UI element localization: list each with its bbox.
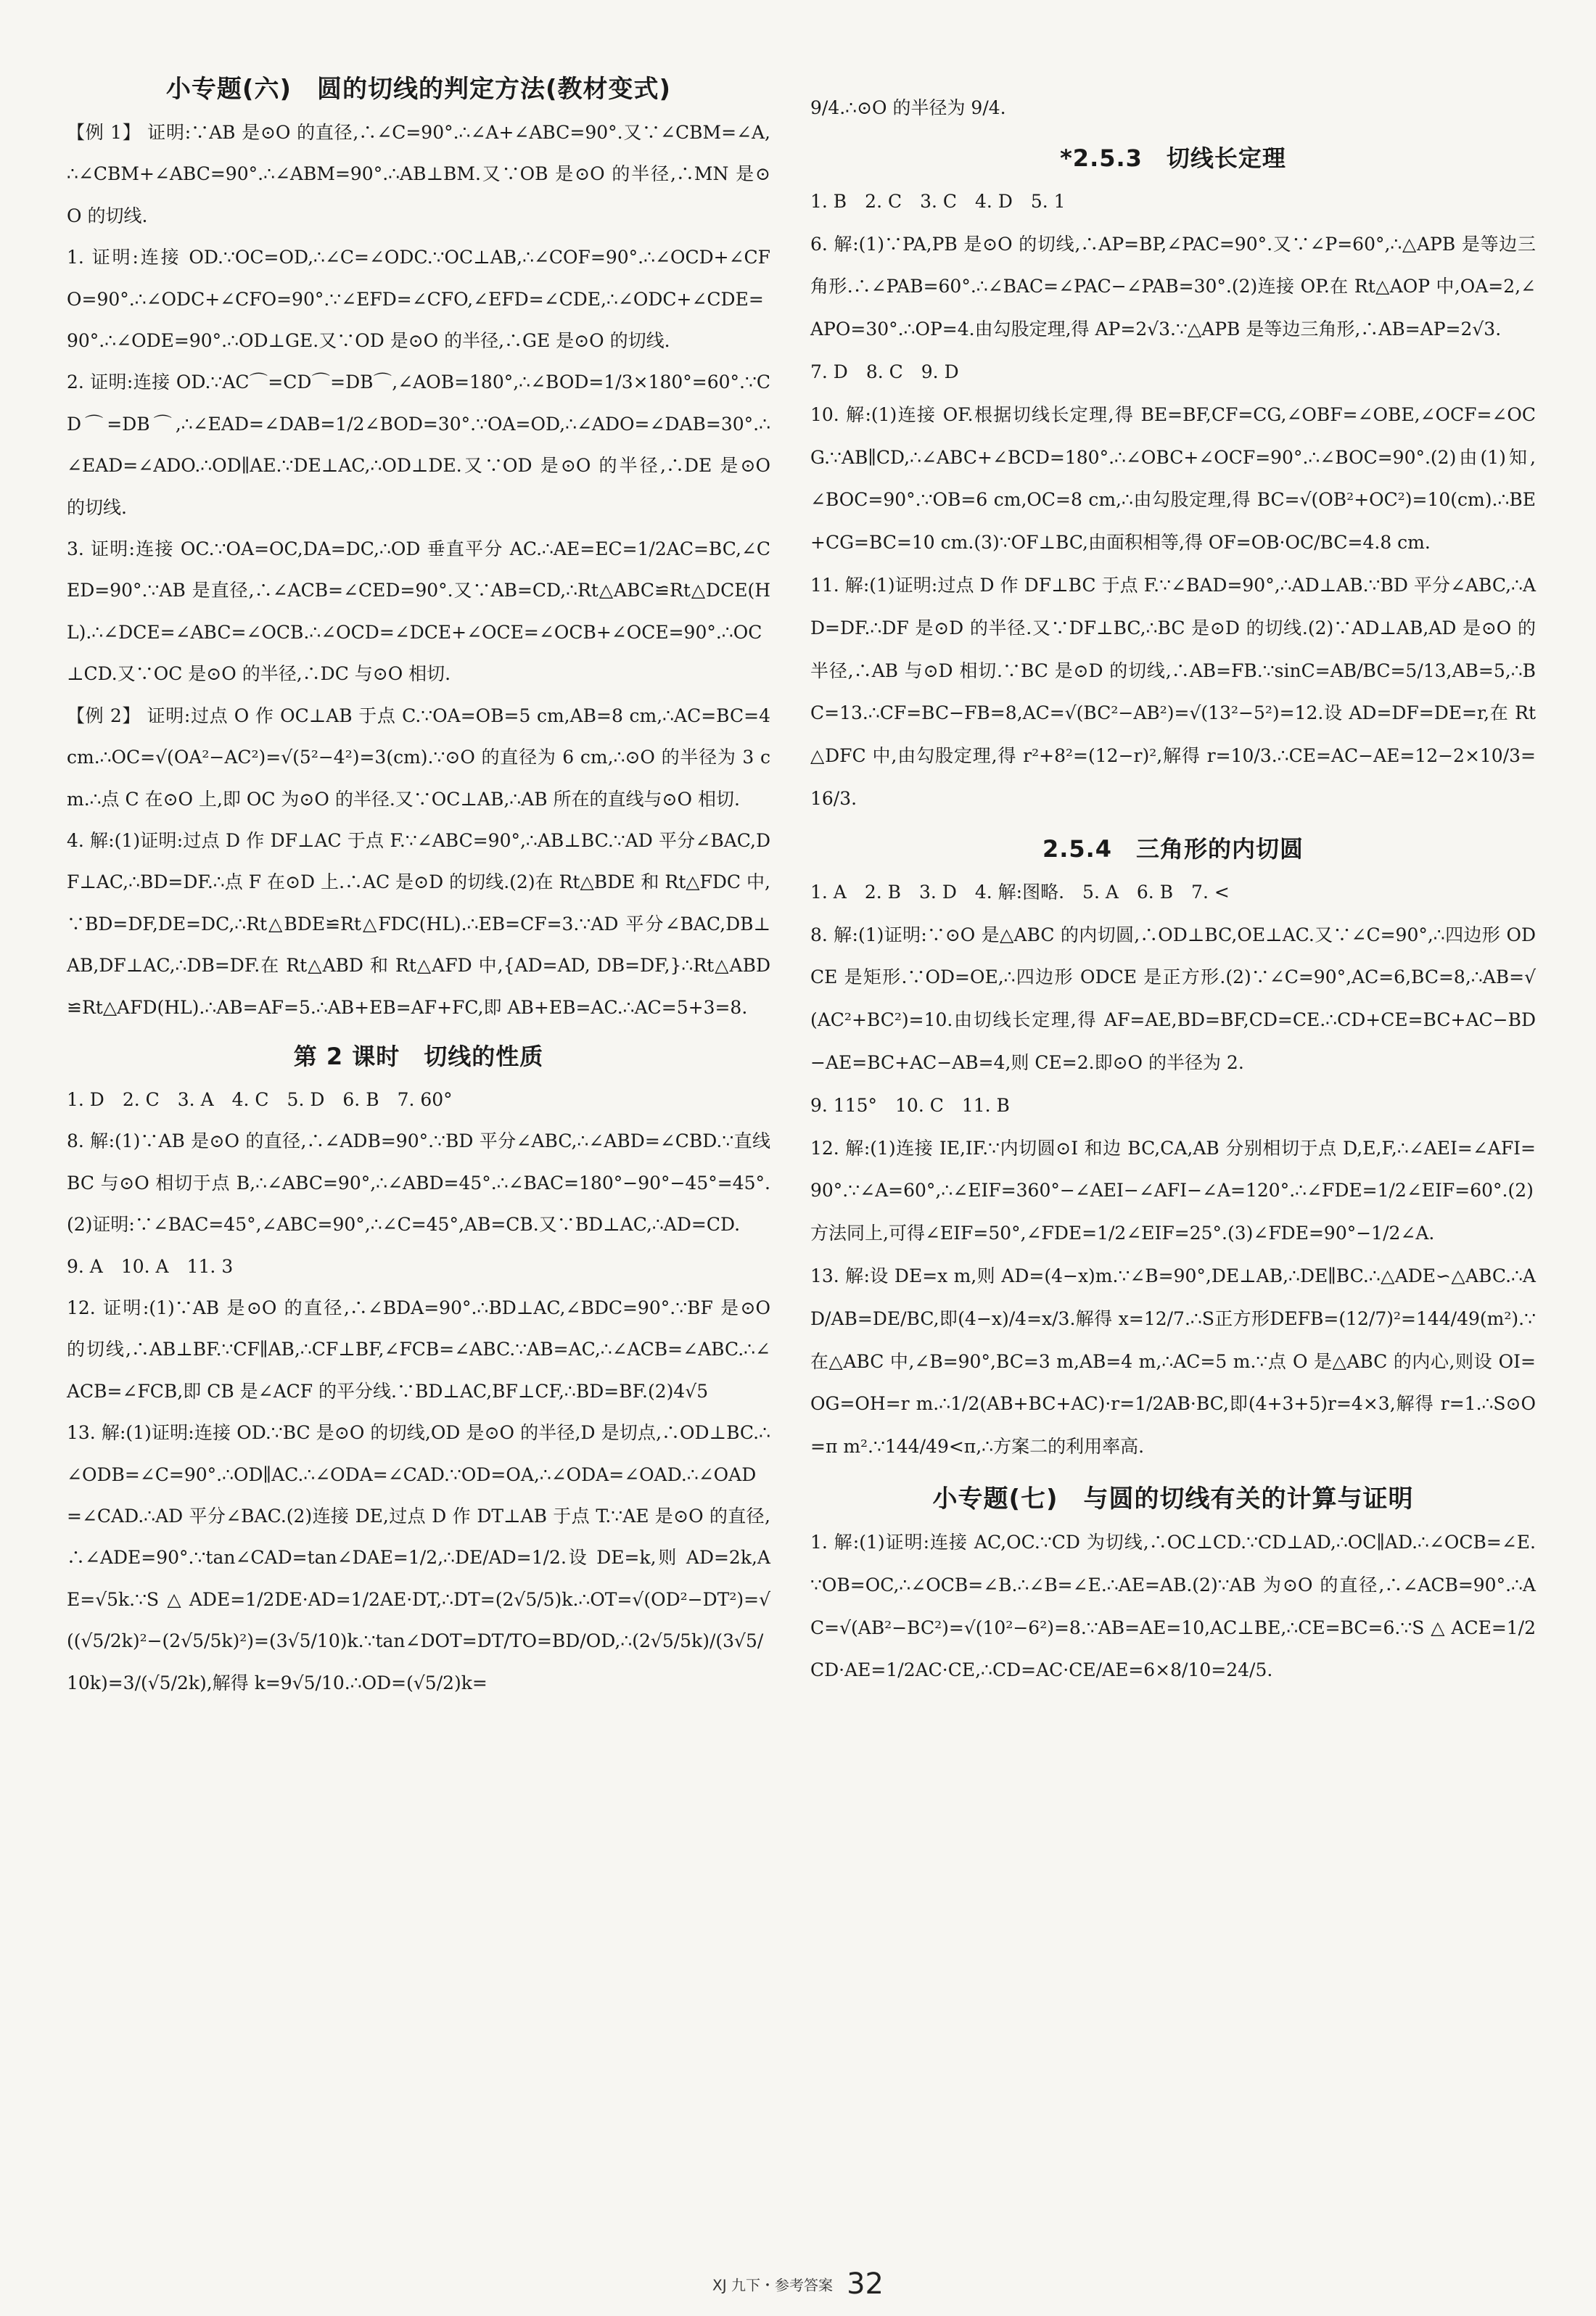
- example-2-text: 【例 2】 证明:过点 O 作 OC⊥AB 于点 C.∵OA=OB=5 cm,AB=8 cm,∴AC=BC=4 cm.∴OC=√(OA²−AC²)=√(5²−4²)=3(cm).∵⊙O 的直径为 6 cm,∴⊙O 的半径为 3 cm.∴点 C 在⊙O 上,即 OC 为⊙O 的半径.又∵OC⊥AB,∴AB 所在的直线与⊙O 相切.: [67, 705, 770, 810]
- answer-13-text: 13. 解:(1)证明:连接 OD.∵BC 是⊙O 的切线,OD 是⊙O 的半径,D 是切点,∴OD⊥BC.∴∠ODB=∠C=90°.∴OD∥AC.∴∠ODA=∠CAD.∵OD=OA,∴∠ODA=∠OAD.∴∠OAD=∠CAD.∴AD 平分∠BAC.(2)连接 DE,过点 D 作 DT⊥AB 于点 T.∵AE 是⊙O 的直径,∴∠ADE=90°.∵tan∠CAD=tan∠DAE=1/2,∴DE/AD=1/2.设 DE=k,则 AD=2k,AE=√5k.∵S△ADE=1/2DE·AD=1/2AE·DT,∴DT=(2√5/5)k.∴OT=√(OD²−DT²)=√((√5/2k)²−(2√5/5k)²)=(3√5/10)k.∵tan∠DOT=DT/TO=BD/OD,∴(2√5/5k)/(3√5/10k)=3/(√5/2k),解得 k=9√5/10.∴OD=(√5/2)k=: [67, 1422, 770, 1693]
- choice-answers-9-11b: 9. 115° 10. C 11. B: [810, 1094, 1010, 1116]
- page-footer: [0, 2267, 1596, 2301]
- choice-answers-1-7: 1. D 2. C 3. A 4. C 5. D 6. B 7. 60°: [67, 1088, 453, 1110]
- section-title-2-5-3: *2.5.3 切线长定理: [1060, 144, 1286, 172]
- page-number: 32: [847, 2267, 884, 2301]
- footer-label: XJ 九下・参考答案: [712, 2276, 833, 2294]
- answer-13b-text: 13. 解:设 DE=x m,则 AD=(4−x)m.∵∠B=90°,DE⊥AB,∴DE∥BC.∴△ADE∽△ABC.∴AD/AB=DE/BC,即(4−x)/4=x/3.解得 x=12/7.∴S正方形DEFB=(12/7)²=144/49(m²).∵在△ABC 中,∠B=90°,BC=3 m,AB=4 m,∴AC=5 m.∵点 O 是△ABC 的内心,则设 OI=OG=OH=r m.∴1/2(AB+BC+AC)·r=1/2AB·BC,即(4+3+5)r=4×3,解得 r=1.∴S⊙O=π m².∵144/49<π,∴方案二的利用率高.: [810, 1265, 1536, 1458]
- choice-answers-9-11: 9. A 10. A 11. 3: [67, 1255, 234, 1277]
- choice-answers-1-7b: 1. A 2. B 3. D 4. 解:图略. 5. A 6. B 7. <: [810, 881, 1230, 903]
- continuation-text: 9/4.∴⊙O 的半径为 9/4.: [810, 97, 1006, 118]
- choice-answers-1-5: 1. B 2. C 3. C 4. D 5. 1: [810, 190, 1066, 212]
- answer-8b-text: 8. 解:(1)证明:∵⊙O 是△ABC 的内切圆,∴OD⊥BC,OE⊥AC.又∵∠C=90°,∴四边形 ODCE 是矩形.∵OD=OE,∴四边形 ODCE 是正方形.(2)∵∠C=90°,AC=6,BC=8,∴AB=√(AC²+BC²)=10.由切线长定理,得 AF=AE,BD=BF,CD=CE.∴CD+CE=BC+AC−BD−AE=BC+AC−AB=4,则 CE=2.即⊙O 的半径为 2.: [810, 924, 1536, 1073]
- topic-7-answer-1-text: 1. 解:(1)证明:连接 AC,OC.∵CD 为切线,∴OC⊥CD.∵CD⊥AD,∴OC∥AD.∴∠OCB=∠E.∵OB=OC,∴∠OCB=∠B.∴∠B=∠E.∴AE=AB.(2)∵AB 为⊙O 的直径,∴∠ACB=90°.∴AC=√(AB²−BC²)=√(10²−6²)=8.∵AB=AE=10,AC⊥BE,∴CE=BC=6.∵S△ACE=1/2CD·AE=1/2AC·CE,∴CD=AC·CE/AE=6×8/10=24/5.: [810, 1531, 1536, 1681]
- answer-12b-text: 12. 解:(1)连接 IE,IF.∵内切圆⊙I 和边 BC,CA,AB 分别相切于点 D,E,F,∴∠AEI=∠AFI=90°.∵∠A=60°,∴∠EIF=360°−∠AEI−∠AFI−∠A=120°.∴∠FDE=1/2∠EIF=60°.(2)方法同上,可得∠EIF=50°,∠FDE=1/2∠EIF=25°.(3)∠FDE=90°−1/2∠A.: [810, 1137, 1536, 1244]
- answer-12-text: 12. 证明:(1)∵AB 是⊙O 的直径,∴∠BDA=90°.∴BD⊥AC,∠BDC=90°.∵BF 是⊙O 的切线,∴AB⊥BF.∵CF∥AB,∴CF⊥BF,∠FCB=∠ABC.∵AB=AC,∴∠ACB=∠ABC.∴∠ACB=∠FCB,即 CB 是∠ACF 的平分线.∵BD⊥AC,BF⊥CF,∴BD=BF.(2)4√5: [67, 1297, 770, 1402]
- section-title-topic-6: 小专题(六) 圆的切线的判定方法(教材变式): [165, 75, 672, 104]
- answer-8-text: 8. 解:(1)∵AB 是⊙O 的直径,∴∠ADB=90°.∵BD 平分∠ABC,∴∠ABD=∠CBD.∵直线 BC 与⊙O 相切于点 B,∴∠ABC=90°,∴∠ABD=45°.∴∠BAC=180°−90°−45°=45°.(2)证明:∵∠BAC=45°,∠ABC=90°,∴∠C=45°,AB=CB.又∵BD⊥AC,∴AD=CD.: [67, 1130, 770, 1236]
- answer-6-text: 6. 解:(1)∵PA,PB 是⊙O 的切线,∴AP=BP,∠PAC=90°.又∵∠P=60°,∴△APB 是等边三角形.∴∠PAB=60°.∴∠BAC=∠PAC−∠PAB=30°.(2)连接 OP.在 Rt△AOP 中,OA=2,∠APO=30°.∴OP=4.由勾股定理,得 AP=2√3.∵△APB 是等边三角形,∴AB=AP=2√3.: [810, 233, 1536, 340]
- section-title-topic-7: 小专题(七) 与圆的切线有关的计算与证明: [932, 1484, 1414, 1514]
- answer-10-text: 10. 解:(1)连接 OF.根据切线长定理,得 BE=BF,CF=CG,∠OBF=∠OBE,∠OCF=∠OCG.∵AB∥CD,∴∠ABC+∠BCD=180°.∴∠OBC+∠OCF=90°.∴∠BOC=90°.(2)由(1)知,∠BOC=90°.∵OB=6 cm,OC=8 cm,∴由勾股定理,得 BC=√(OB²+OC²)=10(cm).∴BE+CG=BC=10 cm.(3)∵OF⊥BC,由面积相等,得 OF=OB·OC/BC=4.8 cm.: [810, 403, 1536, 554]
- answer-1-text: 1. 证明:连接 OD.∵OC=OD,∴∠C=∠ODC.∵OC⊥AB,∴∠COF=90°.∴∠OCD+∠CFO=90°.∴∠ODC+∠CFO=90°.∵∠EFD=∠CFO,∠EFD=∠CDE,∴∠ODC+∠CDE=90°.∴∠ODE=90°.∴OD⊥GE.又∵OD 是⊙O 的半径,∴GE 是⊙O 的切线.: [67, 247, 770, 352]
- section-title-2-5-4: 2.5.4 三角形的内切圆: [1042, 834, 1304, 863]
- answer-4-text: 4. 解:(1)证明:过点 D 作 DF⊥AC 于点 F.∵∠ABC=90°,∴AB⊥BC.∵AD 平分∠BAC,DF⊥AC,∴BD=DF.∴点 F 在⊙D 上.∴AC 是⊙D 的切线.(2)在 Rt△BDE 和 Rt△FDC 中,∵BD=DF,DE=DC,∴Rt△BDE≌Rt△FDC(HL).∴EB=CF=3.∵AD 平分∠BAC,DB⊥AB,DF⊥AC,∴DB=DF.在 Rt△ABD 和 Rt△AFD 中,{AD=AD, DB=DF,}∴Rt△ABD≌Rt△AFD(HL).∴AB=AF=5.∴AB+EB=AF+FC,即 AB+EB=AC.∴AC=5+3=8.: [67, 829, 770, 1018]
- right-column: [810, 87, 1536, 1692]
- left-column: [67, 69, 770, 1704]
- answer-2-text: 2. 证明:连接 OD.∵AC⌒=CD⌒=DB⌒,∠AOB=180°,∴∠BOD=1/3×180°=60°.∵CD⌒=DB⌒,∴∠EAD=∠DAB=1/2∠BOD=30°.∵OA=OD,∴∠ADO=∠DAB=30°.∴∠EAD=∠ADO.∴OD∥AE.∵DE⊥AC,∴OD⊥DE.又∵OD 是⊙O 的半径,∴DE 是⊙O 的切线.: [67, 371, 770, 518]
- choice-answers-7-9: 7. D 8. C 9. D: [810, 361, 959, 382]
- section-title-lesson-2: 第 2 课时 切线的性质: [293, 1042, 544, 1070]
- example-1-text: 【例 1】 证明:∵AB 是⊙O 的直径,∴∠C=90°.∴∠A+∠ABC=90°.又∵∠CBM=∠A,∴∠CBM+∠ABC=90°.∴∠ABM=90°.∴AB⊥BM.又∵OB 是⊙O 的半径,∴MN 是⊙O 的切线.: [67, 122, 770, 226]
- answer-11-text: 11. 解:(1)证明:过点 D 作 DF⊥BC 于点 F.∵∠BAD=90°,∴AD⊥AB.∵BD 平分∠ABC,∴AD=DF.∴DF 是⊙D 的半径.又∵DF⊥BC,∴BC 是⊙D 的切线.(2)∵AD⊥AB,AD 是⊙O 的半径,∴AB 与⊙D 相切.∵BC 是⊙D 的切线,∴AB=FB.∵sinC=AB/BC=5/13,AB=5,∴BC=13.∴CF=BC−FB=8,AC=√(BC²−AB²)=√(13²−5²)=12.设 AD=DF=DE=r,在 Rt△DFC 中,由勾股定理,得 r²+8²=(12−r)²,解得 r=10/3.∴CE=AC−AE=12−2×10/3=16/3.: [810, 574, 1536, 809]
- answer-3-text: 3. 证明:连接 OC.∵OA=OC,DA=DC,∴OD 垂直平分 AC.∴AE=EC=1/2AC=BC,∠CED=90°.∵AB 是直径,∴∠ACB=∠CED=90°.又∵AB=CD,∴Rt△ABC≌Rt△DCE(HL).∴∠DCE=∠ABC=∠OCB.∴∠OCD=∠DCE+∠OCE=∠OCB+∠OCE=90°.∴OC⊥CD.又∵OC 是⊙O 的半径,∴DC 与⊙O 相切.: [67, 538, 770, 685]
